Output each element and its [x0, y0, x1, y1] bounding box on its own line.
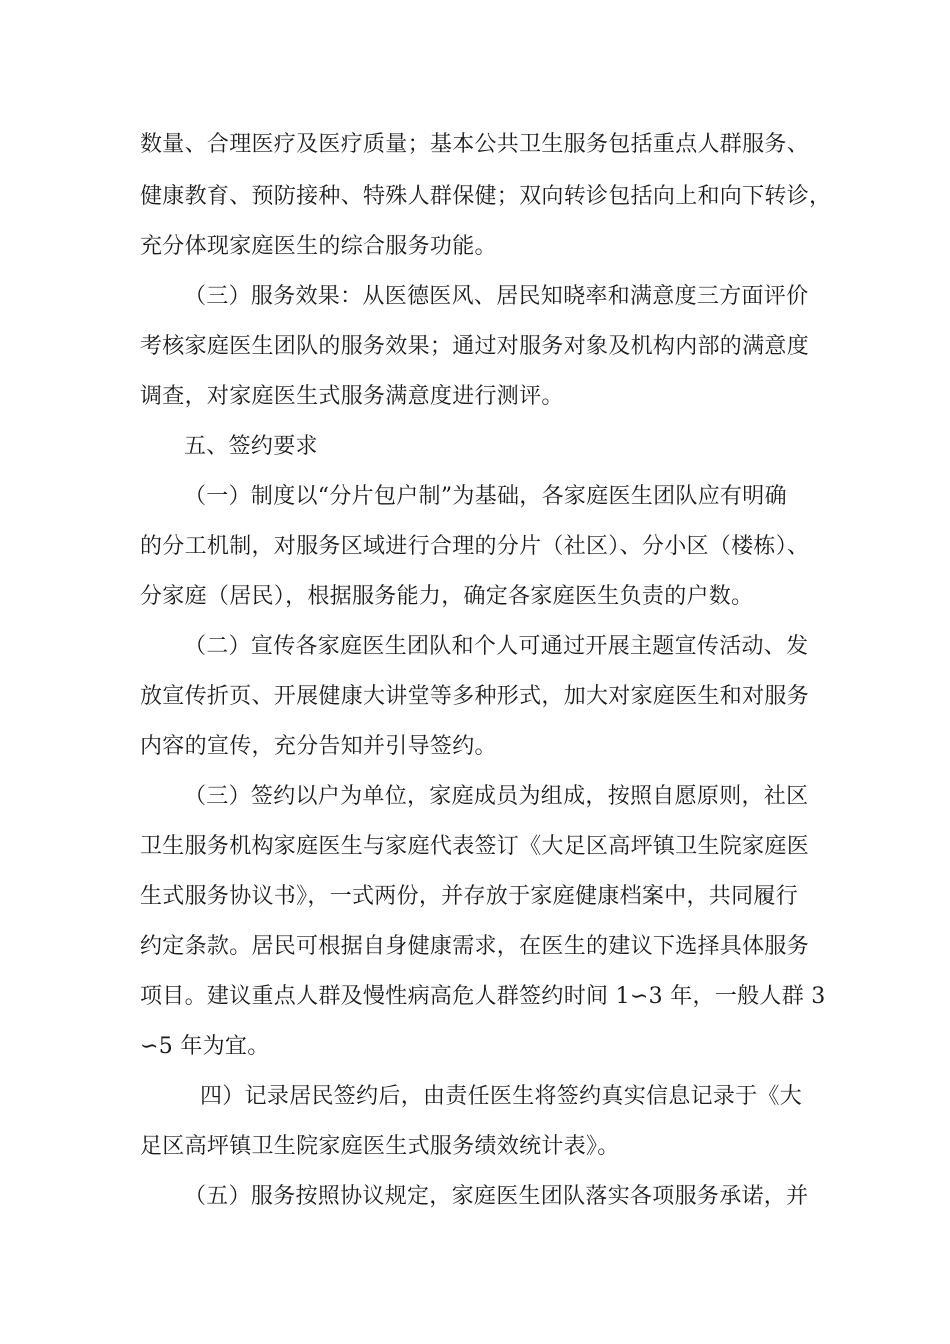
paragraph-line: （一）制度以“分片包户制”为基础，各家庭医生团队应有明确 — [184, 484, 787, 509]
paragraph-line: 项目。建议重点人群及慢性病高危人群签约时间 1∽3 年，一般人群 3 — [140, 984, 826, 1009]
paragraph-line: 约定条款。居民可根据自身健康需求，在医生的建议下选择具体服务 — [140, 934, 810, 959]
paragraph-line: 数量、合理医疗及医疗质量；基本公共卫生服务包括重点人群服务、 — [140, 132, 810, 157]
paragraph-line: 充分体现家庭医生的综合服务功能。 — [140, 234, 497, 259]
paragraph-line: 四）记录居民签约后，由责任医生将签约真实信息记录于《大 — [200, 1084, 803, 1109]
paragraph-line: 卫生服务机构家庭医生与家庭代表签订《大足区高坪镇卫生院家庭医 — [140, 834, 810, 859]
paragraph-line: 分家庭（居民），根据服务能力，确定各家庭医生负责的户数。 — [140, 584, 754, 609]
paragraph-line: 内容的宣传，充分告知并引导签约。 — [140, 734, 497, 759]
paragraph-line: 足区高坪镇卫生院家庭医生式服务绩效统计表》。 — [140, 1134, 620, 1159]
paragraph-line: 考核家庭医生团队的服务效果；通过对服务对象及机构内部的满意度 — [140, 334, 810, 359]
paragraph-line: 调查，对家庭医生式服务满意度进行测评。 — [140, 384, 564, 409]
paragraph-line: 健康教育、预防接种、特殊人群保健；双向转诊包括向上和向下转诊， — [140, 184, 832, 209]
paragraph-line: 的分工机制，对服务区域进行合理的分片（社区）、分小区（楼栋）、 — [140, 534, 810, 559]
paragraph-line: （三）服务效果：从医德医风、居民知晓率和满意度三方面评价 — [184, 284, 809, 309]
paragraph-line: （五）服务按照协议规定，家庭医生团队落实各项服务承诺，并 — [184, 1184, 809, 1209]
paragraph-line: 生式服务协议书》，一式两份，并存放于家庭健康档案中，共同履行 — [140, 884, 799, 909]
paragraph-line: ∽5 年为宜。 — [140, 1034, 270, 1059]
section-heading: 五、签约要求 — [184, 434, 318, 459]
paragraph-line: 放宣传折页、开展健康大讲堂等多种形式，加大对家庭医生和对服务 — [140, 684, 810, 709]
paragraph-line: （三）签约以户为单位，家庭成员为组成，按照自愿原则，社区 — [184, 784, 809, 809]
paragraph-line: （二）宣传各家庭医生团队和个人可通过开展主题宣传活动、发 — [184, 634, 809, 659]
